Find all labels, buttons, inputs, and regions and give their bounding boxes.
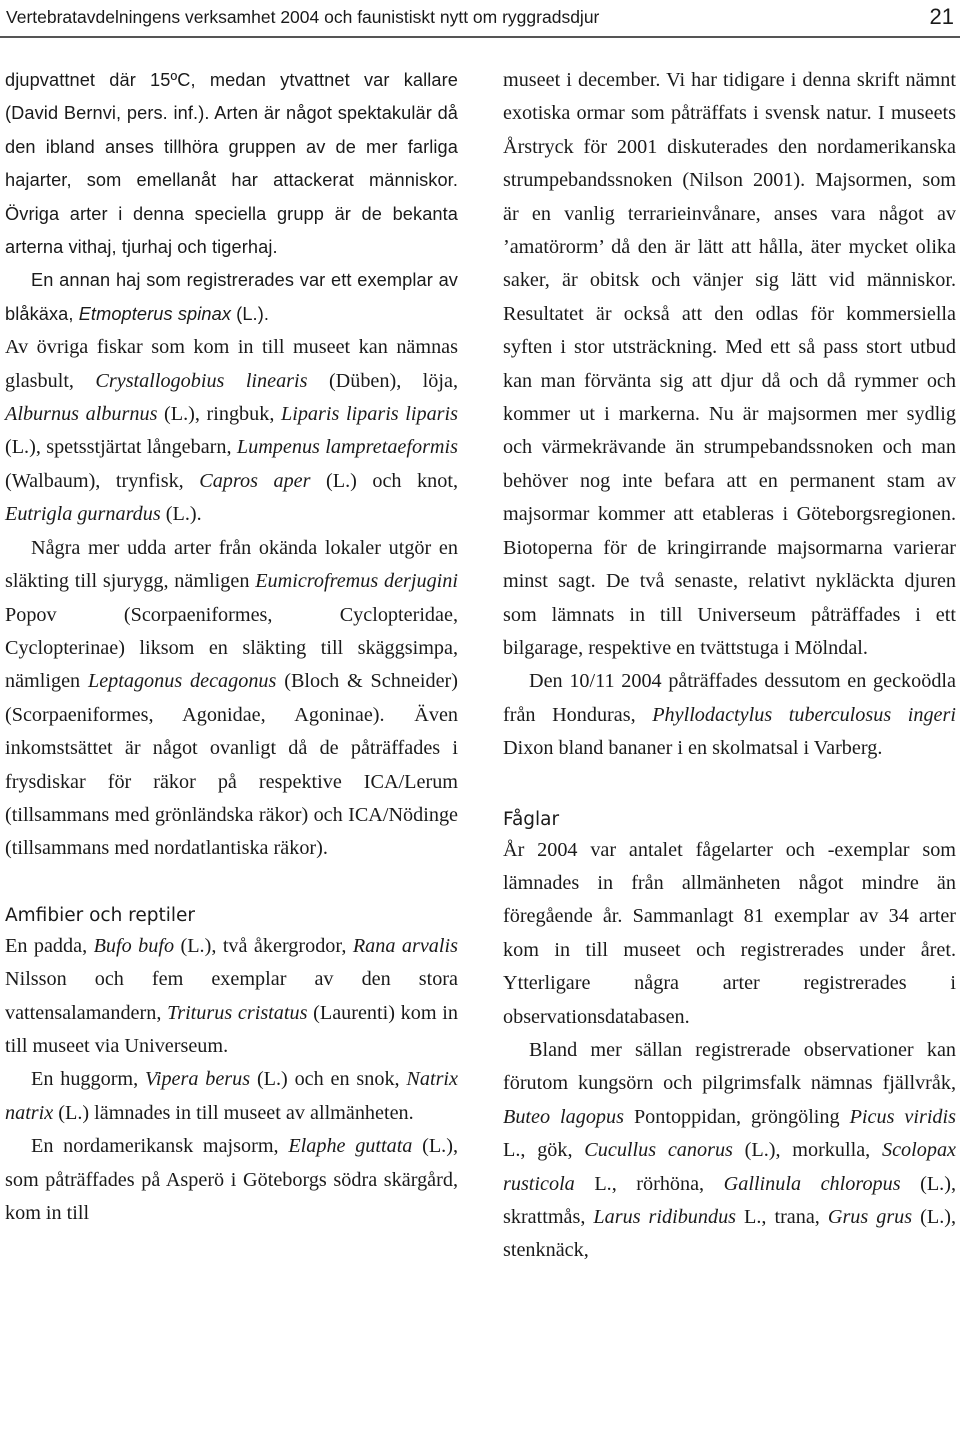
text-run: L., rörhöna,	[574, 1172, 724, 1195]
text-run: L., trana,	[736, 1206, 828, 1228]
species-name: Eutrigla gurnardus	[5, 503, 161, 526]
text-run: L., gök,	[503, 1139, 585, 1162]
left-column	[5, 64, 458, 1230]
text-run: (L.) och en snok,	[250, 1068, 407, 1091]
text-run: Dixon bland bananer i en skolmatsal i Varberg.	[503, 737, 883, 760]
paragraph-odd-species	[5, 532, 458, 866]
text-run: (Walbaum), trynfisk,	[5, 469, 200, 492]
paragraph-snakes	[5, 1063, 458, 1130]
species-name: Phyllodactylus tuberculosus ingeri	[652, 703, 956, 726]
paragraph-corn-snake-continued: museet i december. Vi har tidigare i denna skrift nämnt exotiska ormar som påträffats i svensk natur. I museets Årstryck för 2001 diskuterades den nordamerikanska strumpebandssnoken (Nilson 2001). Majsormen, som är en vanlig terrarieinvånare, anses vara något av ’amatörorm’ då den är lätt att hålla, äter mycket olika saker, är obitsk och vänjer sig lätt vid människor. Resultatet är också att den odlas för kommersiella syften i stor utsträckning. Med ett så pass stort utbud kan man förvänta sig att djur då och då rymmer och kommer ut i markerna. Nu är majsormen mer sydlig och värmekrävande än strumpebandssnoken och man behöver nog inte befara att en permanent stam av majsormar kommer att etableras i Göteborgsregionen. Biotoperna för de kringirrande majsormarna varierar minst sagt. De två senaste, relativt nykläckta djuren som lämnats in till Universeum påträffades i ett bilgarage, respektive en tvättstuga i Mölndal.	[503, 69, 956, 659]
species-name: Rana arvalis	[352, 934, 458, 957]
text-run: (L.), morkulla,	[732, 1139, 882, 1162]
paragraph-amphibians	[5, 930, 458, 1064]
right-column	[503, 64, 956, 1268]
text-run: (L.) lämnades in till museet av allmänheten.	[53, 1101, 414, 1124]
text-run: Den 10/11 2004 påträffades dessutom en geckoödla från Honduras,	[503, 670, 956, 726]
section-heading-amfibier: Amfibier och reptiler	[5, 904, 196, 926]
species-name: Triturus cristatus	[167, 1001, 308, 1024]
text-run: En nordamerikansk majsorm,	[31, 1135, 289, 1158]
text-run: (L.), stenknäck,	[503, 1206, 957, 1262]
text-run: Bland mer sällan registrerade observationer kan förutom kungsörn och pilgrimsfalk nämnas fjällvråk,	[503, 1038, 956, 1095]
paragraph-blakaxa	[5, 264, 458, 331]
text-run: (Düben), löja,	[307, 369, 458, 392]
text-run: En huggorm,	[31, 1068, 145, 1091]
text-run: Nilsson och fem exemplar av den stora vattensalamandern,	[5, 968, 458, 1024]
paragraph-rare-birds	[503, 1034, 956, 1268]
species-name: Picus viridis	[849, 1105, 956, 1128]
paragraph-birds-summary: År 2004 var antalet fågelarter och -exemplar som lämnades in från allmänheten något mindre än föregående år. Sammanlagt 81 exemplar av 34 arter kom in till museet och registrerades under året. Ytterligare några arter registrerades i observationsdatabasen.	[503, 838, 956, 1028]
text-run: Av övriga fiskar som kom in till museet kan nämnas glasbult,	[5, 336, 458, 392]
text-run: (L.).	[231, 303, 270, 324]
paragraph-corn-snake	[5, 1130, 458, 1230]
running-header	[6, 4, 954, 30]
text-run: (L.) och knot,	[310, 469, 458, 492]
page-number: 21	[929, 4, 954, 29]
text-run: (Bloch & Schneider) (Scorpaeniformes, Agonidae, Agoninae). Även inkomstsättet är något ovanligt då de påträffades i frysdiskar för räkor på respektive ICA/Lerum (tillsammans med grönländska räkor) och ICA/Nödinge (tillsammans med nordatlantiska räkor).	[5, 670, 458, 860]
species-name: Natrix natrix	[5, 1068, 458, 1124]
text-run: En annan haj som registrerades var ett exemplar av blåkäxa,	[5, 270, 458, 324]
species-name: Alburnus alburnus	[5, 403, 158, 426]
species-name: Capros aper	[199, 469, 311, 492]
species-name: Crystallogobius linearis	[95, 369, 308, 392]
species-name: Cucullus canorus	[584, 1139, 733, 1162]
text-run: Pontoppidan, gröngöling	[623, 1105, 850, 1128]
species-name: Leptagonus decagonus	[87, 670, 277, 693]
species-name: Etmopterus spinax	[78, 303, 232, 324]
text-run: En padda,	[5, 934, 94, 957]
species-name: Larus ridibundus	[593, 1206, 737, 1228]
text-run: Popov (Scorpaeniformes, Cyclopteridae, Cyclopterinae) liksom en släkting till skäggsimpa, nämligen	[5, 603, 458, 693]
header-title: Vertebratavdelningens verksamhet 2004 och faunistiskt nytt om ryggradsdjur	[6, 7, 600, 27]
species-name: Elaphe guttata	[288, 1135, 413, 1158]
text-run: (L.).	[160, 503, 202, 526]
species-name: Scolopax rusticola	[503, 1139, 956, 1195]
text-run: Några mer udda arter från okända lokaler utgör en släkting till sjurygg, nämligen	[5, 536, 458, 593]
section-heading-faglar: Fåglar	[503, 808, 560, 830]
paragraph-gecko	[503, 665, 956, 765]
text-run: (L.), spetsstjärtat långebarn,	[5, 436, 237, 459]
text-run: (L.), som påträffades på Asperö i Göteborgs södra skärgård, kom in till	[5, 1135, 458, 1224]
species-name: Lumpenus lampretaeformis	[236, 436, 458, 459]
text-run: (L.), skrattmås,	[503, 1172, 957, 1228]
paragraph-shark-intro: djupvattnet där 15ºC, medan ytvattnet var kallare (David Bernvi, pers. inf.). Arten är något spektakulär då den ibland anses tillhöra gruppen av de mer farliga hajarter, som emellanåt har attackerat människor. Övriga arter i denna speciella grupp är de bekanta arterna vithaj, tjurhaj och tigerhaj.	[5, 70, 458, 258]
text-run: (L.), två åkergrodor,	[174, 934, 353, 957]
species-name: Vipera berus	[145, 1068, 251, 1091]
text-run: (L.), ringbuk,	[157, 403, 281, 426]
paragraph-other-fish	[5, 331, 458, 531]
species-name: Gallinula chloropus	[723, 1172, 901, 1195]
species-name: Buteo lagopus	[503, 1105, 624, 1128]
header-rule	[0, 36, 960, 38]
species-name: Grus grus	[827, 1206, 913, 1228]
text-run: (Laurenti) kom in till museet via Universeum.	[5, 1001, 458, 1057]
species-name: Eumicrofremus derjugini	[255, 570, 458, 593]
species-name: Liparis liparis liparis	[280, 403, 458, 426]
species-name: Bufo bufo	[93, 934, 175, 957]
